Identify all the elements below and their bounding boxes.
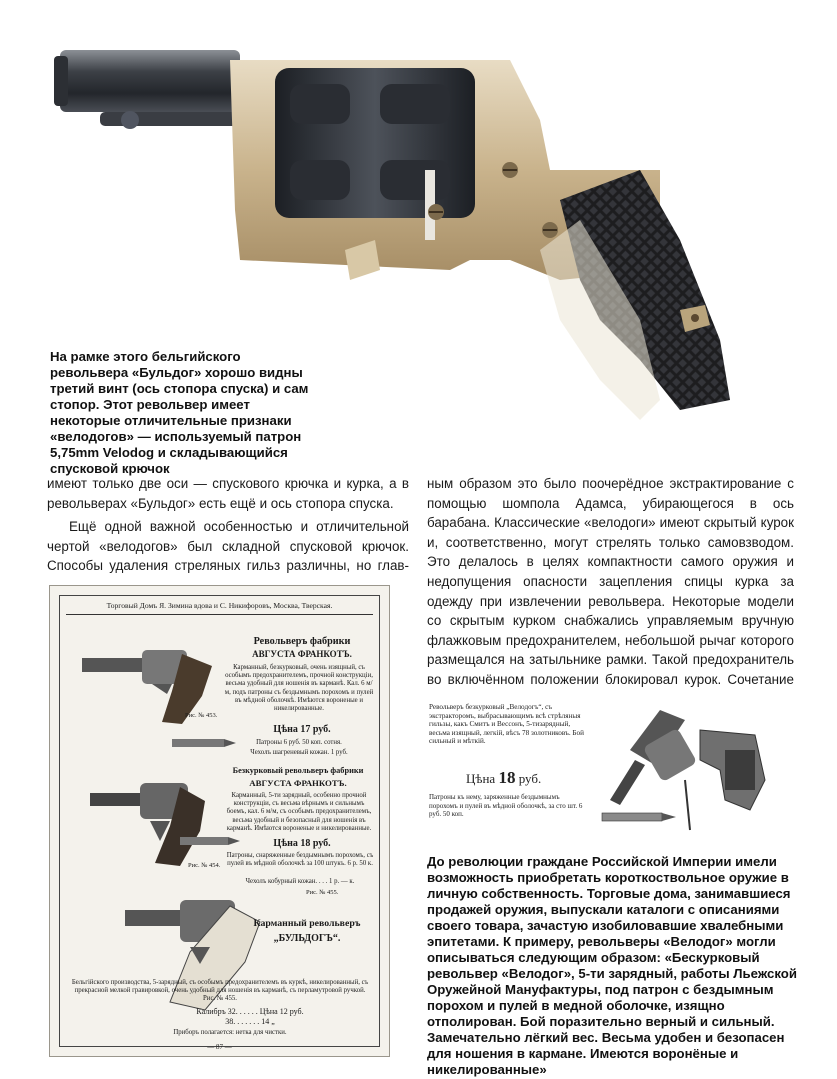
photo-caption: На рамке этого бельгийского револьвера «Бульдог» хорошо видны третий винт (ось стопора спуска) и сам стопор. Этот револьвер имеет некоторые отличительные признаки «велодогов» — используемый патрон 5,75mm Velodog и складывающийся спусковой крючок bbox=[50, 349, 309, 476]
cartridge-illustration bbox=[170, 736, 240, 750]
catalog-page-scan bbox=[49, 585, 390, 1057]
catalog-caption: До революции граждане Российской Империи имели возможность приобретать короткоствольное оружие в личную собственность. Торговые дома, занимавшиеся продажей оружия, выпускали каталоги с описаниями своего товара, зачастую изобиловавшие хвалебными эпитетами. К примеру, револьверы «Велодог» могли описываться следующим образом: «Бескурковый револьвер «Велодог», 5-ти зарядный, работы Льежской Оружейной Мануфактуры, под патрон с бездымным порохом и пулей в медной оболочке, изящно отполирован. Бой поразительно верный и сильный. Замечательно лёгкий вес. Весьма удобен и безопасен для ношения в кармане. Имеются воронёные и никелированные» bbox=[427, 854, 797, 1077]
catalog-header: Торговый Домъ Я. Зимина вдова и С. Никифоровъ, Москва, Тверская. bbox=[106, 601, 333, 610]
catalog-item3-description: Бельгійского производства, 5-зарядный, съ особымъ предохранителемъ въ куркѣ, никелированный, съ прекрасной мелкой гравировкой, очень удобный для ношенія въ карманѣ, съ перламутровой ручкой. Рис. № 455. bbox=[71, 979, 369, 1003]
catalog-item2-holster: Чехолъ кобурный кожан. . . . 1 р. — к. bbox=[245, 878, 355, 885]
catalog-item3-accessories: Приборъ полагается: нетка для чистки. bbox=[173, 1029, 287, 1036]
article-paragraph: ным образом это было поочерёдное экстрактирование с помощью шомпола Адамса, убирающегося в ось барабана. Классические «велодоги» имеют скрытый курок и, соответственно, могут стрелять только самовзводом. Это делалось в целях компактности самого оружия и недопущения опасности зацепления спицы курка за одежду при извлечении револьвера. Некоторые модели со скрытым курком снабжались управляемым вручную флажковым предохранителем, небольшой рычаг которого размещался на затыльнике рамки. Такой предохранитель во включённом положении блокировал курок. Сочетание bbox=[427, 476, 794, 687]
catalog-item2-title: Безкурковый револьверъ фабрики bbox=[232, 766, 364, 775]
velodog-ad-cartridges: Патроны къ нему, заряженные бездымнымъ порохомъ и пулей въ мѣдной оболочкѣ, за сто шт. 6 руб. 50 коп. bbox=[429, 793, 583, 819]
cartridge-illustration bbox=[178, 834, 243, 848]
catalog-item2-price: Цѣна 18 руб. bbox=[273, 838, 331, 849]
catalog-page-number: — 87 — bbox=[207, 1043, 232, 1051]
catalog-item1-title: Револьверъ фабрики bbox=[253, 636, 351, 647]
catalog-item3-title: Карманный револьверъ bbox=[253, 918, 361, 929]
catalog-item2-cartridges: Патроны, снаряженные бездымнымъ порохомъ, съ пулей въ мѣдной оболочкѣ за 100 штукъ. 6 р. 50 к. bbox=[226, 852, 374, 868]
catalog-item1-price: Цѣна 17 руб. bbox=[273, 724, 331, 735]
catalog-item1-subtitle: АВГУСТА ФРАНКОТЪ. bbox=[252, 649, 352, 659]
velodog-ad-price-unit: руб. bbox=[518, 771, 542, 786]
article-column-left bbox=[47, 474, 409, 576]
velodog-ad-price bbox=[466, 768, 541, 788]
catalog-revolver-2-illustration bbox=[80, 771, 230, 871]
velodog-ad-description: Револьверъ безкурковый „Велодогъ“, съ экстракторомъ, выбрасывающимъ всѣ стрѣляныя гильзы, какъ Смитъ и Вессонъ, 5-тизарядный, весьма изящный, легкій, вѣсъ 78 золотниковъ. Бой сильный и мѣткій. bbox=[429, 703, 584, 746]
catalog-item1-cartridges: Патроны 6 руб. 50 коп. сотня. bbox=[256, 739, 342, 746]
article-paragraph: имеют только две оси — спускового крючка и курка, а в револьверах «Бульдог» есть ещё и ось стопора спуска. bbox=[47, 476, 409, 511]
catalog-item3-caliber: Калибръ 32. . . . . . Цѣна 12 руб. bbox=[196, 1007, 304, 1016]
velodog-ad-price-number: 18 bbox=[498, 768, 516, 787]
catalog-item1-figure: Рис. № 453. bbox=[185, 712, 218, 719]
catalog-item1-holster: Чехолъ шагреневый кожан. 1 руб. bbox=[250, 749, 348, 756]
catalog-item2-subtitle: АВГУСТА ФРАНКОТЪ. bbox=[249, 778, 347, 788]
article-paragraph: Ещё одной важной особенностью и отличительной чертой «велодогов» был складной спусковой крючок. Способы удаления стреляных гильз различны, но глав- bbox=[47, 519, 409, 574]
cartridge-illustration bbox=[600, 810, 680, 824]
velodog-ad-price-word: Цѣна bbox=[466, 771, 496, 786]
article-column-right bbox=[427, 474, 794, 690]
catalog-item2-description: Карманный, 5-ти зарядный, особенно прочной конструкціи, съ весьма вѣрнымъ и сильнымъ боемъ, кал. 6 м/м, съ особымъ предохранителемъ, весьма удобный и безопасный для ношенія въ карманѣ. Имѣются вороненые и никелированные. bbox=[226, 792, 372, 832]
catalog-item3-subtitle: „БУЛЬДОГЪ“. bbox=[273, 933, 341, 944]
catalog-item2-figure: Рис. № 454. bbox=[188, 862, 221, 869]
catalog-item3-figure: Рис. № 455. bbox=[306, 889, 339, 896]
catalog-item3-caliber-2: 38. . . . . . . 14 „ bbox=[225, 1017, 275, 1026]
catalog-rule bbox=[66, 614, 373, 615]
catalog-frame bbox=[59, 595, 380, 1051]
catalog-item1-description: Карманный, безкурковый, очень изящный, съ особымъ предохранителемъ, прочной конструкціи, весьма удобный для ношенія въ карманѣ. Кал. 6 м/м, подъ патроны съ бездымнымъ порохомъ и пулей въ мѣдной оболочкѣ. Имѣются вороненые и никелированные. bbox=[224, 664, 374, 713]
